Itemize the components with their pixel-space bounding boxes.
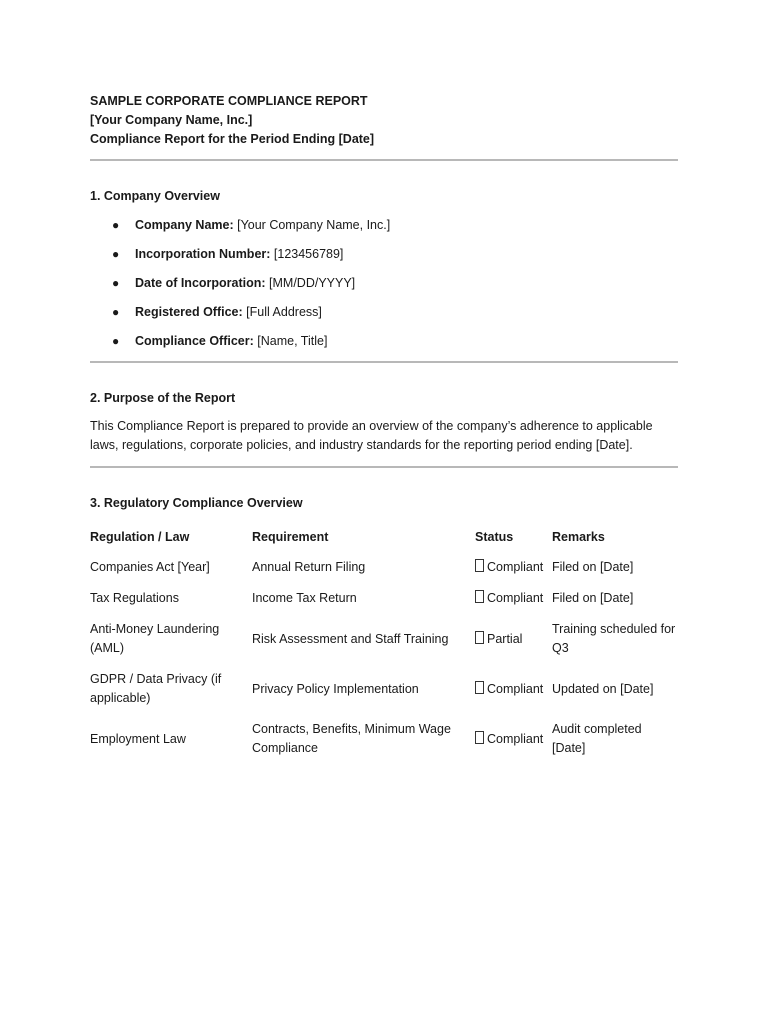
bullet-icon: ● xyxy=(112,247,120,261)
bullet-icon: ● xyxy=(112,276,120,290)
cell-status xyxy=(475,614,552,664)
column-header-status: Status xyxy=(475,530,514,544)
item-label: Registered Office: xyxy=(135,305,243,319)
list-item xyxy=(90,304,678,321)
divider xyxy=(90,159,678,161)
regulatory-compliance-table xyxy=(90,522,678,764)
cell-requirement: Privacy Policy Implementation xyxy=(252,681,419,696)
bullet-icon: ● xyxy=(112,218,120,232)
divider xyxy=(90,361,678,363)
status-text: Compliant xyxy=(487,731,544,746)
status-box-icon xyxy=(475,681,484,694)
cell-requirement: Income Tax Return xyxy=(252,591,357,605)
cell-status xyxy=(475,714,552,764)
status-text: Compliant xyxy=(487,681,544,696)
cell-regulation: Employment Law xyxy=(90,731,186,746)
cell-regulation: Tax Regulations xyxy=(90,591,179,605)
cell-requirement: Risk Assessment and Staff Training xyxy=(252,631,449,646)
cell-regulation: Anti-Money Laundering (AML) xyxy=(90,622,220,655)
status-text: Compliant xyxy=(487,591,544,605)
list-item xyxy=(90,217,678,234)
item-label: Incorporation Number: xyxy=(135,247,271,261)
document-page xyxy=(90,92,678,764)
cell-requirement: Annual Return Filing xyxy=(252,560,366,574)
section-heading-purpose: 2. Purpose of the Report xyxy=(90,391,236,405)
item-value: [Name, Title] xyxy=(253,334,328,348)
status-box-icon xyxy=(475,590,484,603)
table-row xyxy=(90,714,678,764)
company-overview-list xyxy=(90,217,678,350)
table-row xyxy=(90,583,678,614)
item-value: [Your Company Name, Inc.] xyxy=(233,218,391,232)
section-heading-company-overview: 1. Company Overview xyxy=(90,189,220,203)
status-box-icon xyxy=(475,559,484,572)
cell-status xyxy=(475,583,552,614)
cell-remarks: Filed on [Date] xyxy=(552,560,634,574)
table-row xyxy=(90,664,678,714)
purpose-paragraph: This Compliance Report is prepared to provide an overview of the company’s adherence to applicable laws, regulations, corporate policies, and industry standards for the reporting period ending [Date]. xyxy=(90,419,653,452)
cell-requirement: Contracts, Benefits, Minimum Wage Compliance xyxy=(252,722,451,755)
status-box-icon xyxy=(475,731,484,744)
list-item xyxy=(90,333,678,350)
status-text: Compliant xyxy=(487,560,544,574)
divider xyxy=(90,466,678,468)
status-box-icon xyxy=(475,631,484,644)
status-text: Partial xyxy=(487,631,523,646)
item-value: [Full Address] xyxy=(242,305,322,319)
cell-status xyxy=(475,664,552,714)
item-value: [123456789] xyxy=(270,247,344,261)
cell-remarks: Audit completed [Date] xyxy=(552,722,642,755)
column-header-remarks: Remarks xyxy=(552,530,605,544)
column-header-regulation: Regulation / Law xyxy=(90,530,190,544)
cell-remarks: Training scheduled for Q3 xyxy=(552,622,676,655)
bullet-icon: ● xyxy=(112,334,120,348)
company-name-line: [Your Company Name, Inc.] xyxy=(90,113,253,127)
table-row xyxy=(90,614,678,664)
report-title: SAMPLE CORPORATE COMPLIANCE REPORT xyxy=(90,94,368,108)
cell-regulation: Companies Act [Year] xyxy=(90,560,210,574)
cell-remarks: Updated on [Date] xyxy=(552,681,654,696)
column-header-requirement: Requirement xyxy=(252,530,329,544)
cell-status xyxy=(475,552,552,583)
item-label: Company Name: xyxy=(135,218,234,232)
cell-regulation: GDPR / Data Privacy (if applicable) xyxy=(90,672,222,705)
item-value: [MM/DD/YYYY] xyxy=(265,276,356,290)
table-row xyxy=(90,552,678,583)
table-header-row xyxy=(90,522,678,552)
list-item xyxy=(90,275,678,292)
list-item xyxy=(90,246,678,263)
item-label: Date of Incorporation: xyxy=(135,276,266,290)
bullet-icon: ● xyxy=(112,305,120,319)
cell-remarks: Filed on [Date] xyxy=(552,591,634,605)
report-period-line: Compliance Report for the Period Ending [Date] xyxy=(90,132,375,146)
section-heading-regulatory: 3. Regulatory Compliance Overview xyxy=(90,496,303,510)
item-label: Compliance Officer: xyxy=(135,334,254,348)
